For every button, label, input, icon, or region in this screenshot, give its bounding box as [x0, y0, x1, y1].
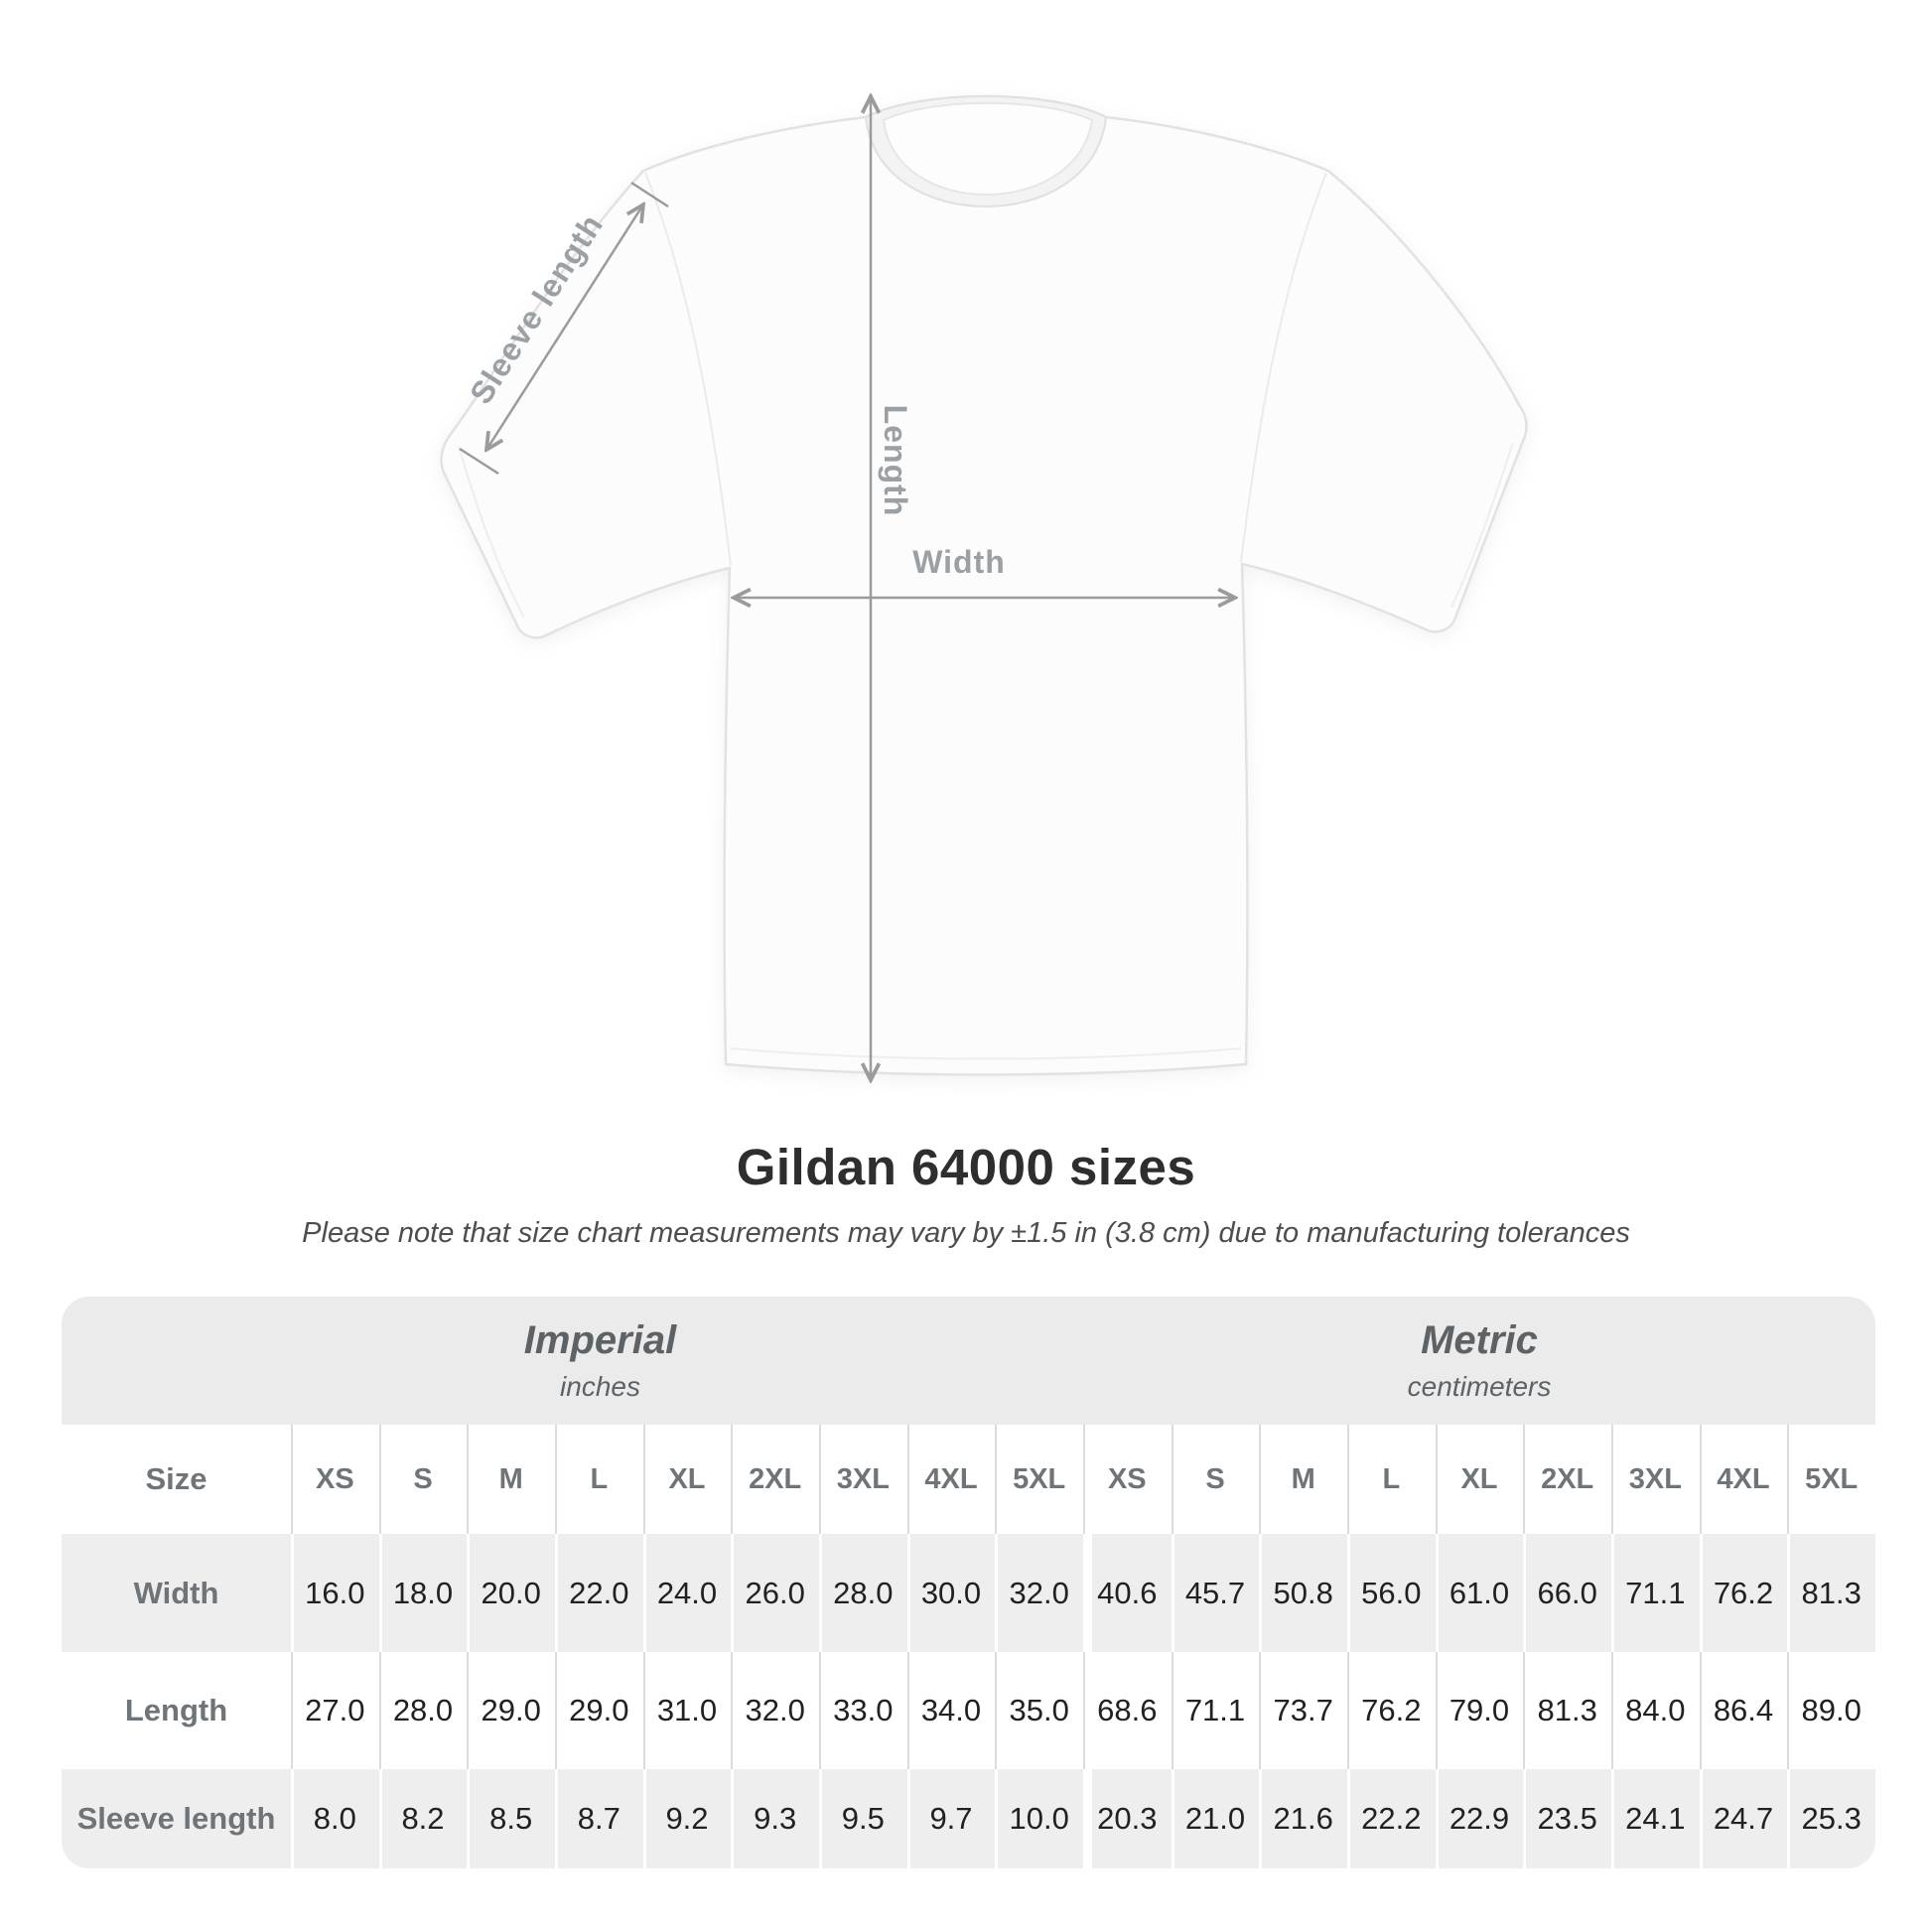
measurement-value: 8.0: [291, 1769, 379, 1868]
measurement-value: 9.5: [819, 1769, 907, 1868]
measurement-value: 29.0: [467, 1652, 555, 1769]
metric-title: Metric: [1421, 1318, 1538, 1362]
page-title: Gildan 64000 sizes: [736, 1139, 1196, 1195]
measurement-value: 50.8: [1259, 1534, 1347, 1652]
measurement-value: 28.0: [819, 1534, 907, 1652]
measurement-value: 32.0: [995, 1534, 1083, 1652]
size-header-imperial-4xl: 4XL: [907, 1425, 996, 1534]
measurement-value: 22.2: [1347, 1769, 1436, 1868]
measurement-value: 9.2: [643, 1769, 732, 1868]
length-label: Length: [877, 404, 913, 517]
size-header-row: [62, 1425, 1875, 1534]
size-header-metric-m: M: [1259, 1425, 1347, 1534]
imperial-subtitle: inches: [560, 1371, 640, 1402]
table-unit-header: [62, 1297, 1875, 1425]
metric-subtitle: centimeters: [1407, 1371, 1552, 1402]
measurement-value: 31.0: [643, 1652, 732, 1769]
imperial-title: Imperial: [523, 1318, 677, 1362]
measurement-value: 21.0: [1172, 1769, 1260, 1868]
measurement-value: 8.5: [467, 1769, 555, 1868]
measurement-value: 61.0: [1436, 1534, 1524, 1652]
measurement-value: 18.0: [379, 1534, 468, 1652]
measurement-value: 22.9: [1436, 1769, 1524, 1868]
measurement-value: 23.5: [1523, 1769, 1611, 1868]
size-header-imperial-s: S: [379, 1425, 468, 1534]
measurement-value: 8.7: [555, 1769, 643, 1868]
measurement-value: 71.1: [1611, 1534, 1700, 1652]
size-header-imperial-m: M: [467, 1425, 555, 1534]
measurement-value: 27.0: [291, 1652, 379, 1769]
row-label: Width: [133, 1575, 219, 1610]
tshirt-silhouette: [442, 96, 1527, 1075]
unit-group-imperial: [62, 1297, 1083, 1425]
size-header-metric-5xl: 5XL: [1787, 1425, 1875, 1534]
measurement-value: 89.0: [1787, 1652, 1875, 1769]
measurement-value: 33.0: [819, 1652, 907, 1769]
measurement-value: 16.0: [291, 1534, 379, 1652]
measurement-value: 45.7: [1172, 1534, 1260, 1652]
size-header-imperial-xl: XL: [643, 1425, 732, 1534]
measurement-value: 32.0: [731, 1652, 819, 1769]
measurement-value: 79.0: [1436, 1652, 1524, 1769]
table-row-width: [62, 1534, 1875, 1652]
sleeve-length-label: Sleeve length: [462, 207, 611, 411]
tolerance-note: Please note that size chart measurements may vary by ±1.5 in (3.8 cm) due to manufacturing tolerances: [302, 1217, 1630, 1249]
size-header-metric-xs: XS: [1083, 1425, 1172, 1534]
size-header-metric-4xl: 4XL: [1700, 1425, 1788, 1534]
measurement-value: 22.0: [555, 1534, 643, 1652]
width-label: Width: [912, 544, 1006, 580]
measurement-value: 24.7: [1700, 1769, 1788, 1868]
size-header-imperial-l: L: [555, 1425, 643, 1534]
measurement-value: 30.0: [907, 1534, 996, 1652]
measurement-value: 34.0: [907, 1652, 996, 1769]
size-header-imperial-xs: XS: [291, 1425, 379, 1534]
table-body: [62, 1534, 1875, 1868]
measurement-value: 20.0: [467, 1534, 555, 1652]
size-column-label: Size: [145, 1461, 207, 1496]
measurement-value: 81.3: [1523, 1652, 1611, 1769]
size-header-imperial-3xl: 3XL: [819, 1425, 907, 1534]
measurement-value: 9.3: [731, 1769, 819, 1868]
size-header-metric-s: S: [1172, 1425, 1260, 1534]
size-header-metric-3xl: 3XL: [1611, 1425, 1700, 1534]
measurement-value: 10.0: [995, 1769, 1083, 1868]
measurement-value: 40.6: [1083, 1534, 1172, 1652]
measurement-value: 66.0: [1523, 1534, 1611, 1652]
measurement-value: 29.0: [555, 1652, 643, 1769]
size-header-imperial-2xl: 2XL: [731, 1425, 819, 1534]
measurement-value: 8.2: [379, 1769, 468, 1868]
table-row-sleeve-length: [62, 1769, 1875, 1868]
size-header-metric-l: L: [1347, 1425, 1436, 1534]
size-header-metric-xl: XL: [1436, 1425, 1524, 1534]
row-label: Sleeve length: [76, 1801, 276, 1836]
measurement-value: 68.6: [1083, 1652, 1172, 1769]
measurement-value: 25.3: [1787, 1769, 1875, 1868]
measurement-value: 76.2: [1700, 1534, 1788, 1652]
measurement-value: 20.3: [1083, 1769, 1172, 1868]
size-table: [62, 1297, 1875, 1868]
measurement-value: 81.3: [1787, 1534, 1875, 1652]
row-label: Length: [124, 1693, 228, 1727]
measurement-value: 84.0: [1611, 1652, 1700, 1769]
size-header-metric-2xl: 2XL: [1523, 1425, 1611, 1534]
size-header-imperial-5xl: 5XL: [995, 1425, 1083, 1534]
tshirt-photo: [442, 96, 1527, 1075]
measurement-value: 71.1: [1172, 1652, 1260, 1769]
measurement-value: 76.2: [1347, 1652, 1436, 1769]
measurement-value: 9.7: [907, 1769, 996, 1868]
measurement-value: 56.0: [1347, 1534, 1436, 1652]
table-row-length: [62, 1652, 1875, 1769]
measurement-value: 35.0: [995, 1652, 1083, 1769]
measurement-value: 28.0: [379, 1652, 468, 1769]
measurement-value: 24.0: [643, 1534, 732, 1652]
measurement-value: 26.0: [731, 1534, 819, 1652]
measurement-value: 86.4: [1700, 1652, 1788, 1769]
measurement-value: 24.1: [1611, 1769, 1700, 1868]
unit-group-metric: [1083, 1297, 1875, 1425]
measurement-value: 73.7: [1259, 1652, 1347, 1769]
measurement-value: 21.6: [1259, 1769, 1347, 1868]
